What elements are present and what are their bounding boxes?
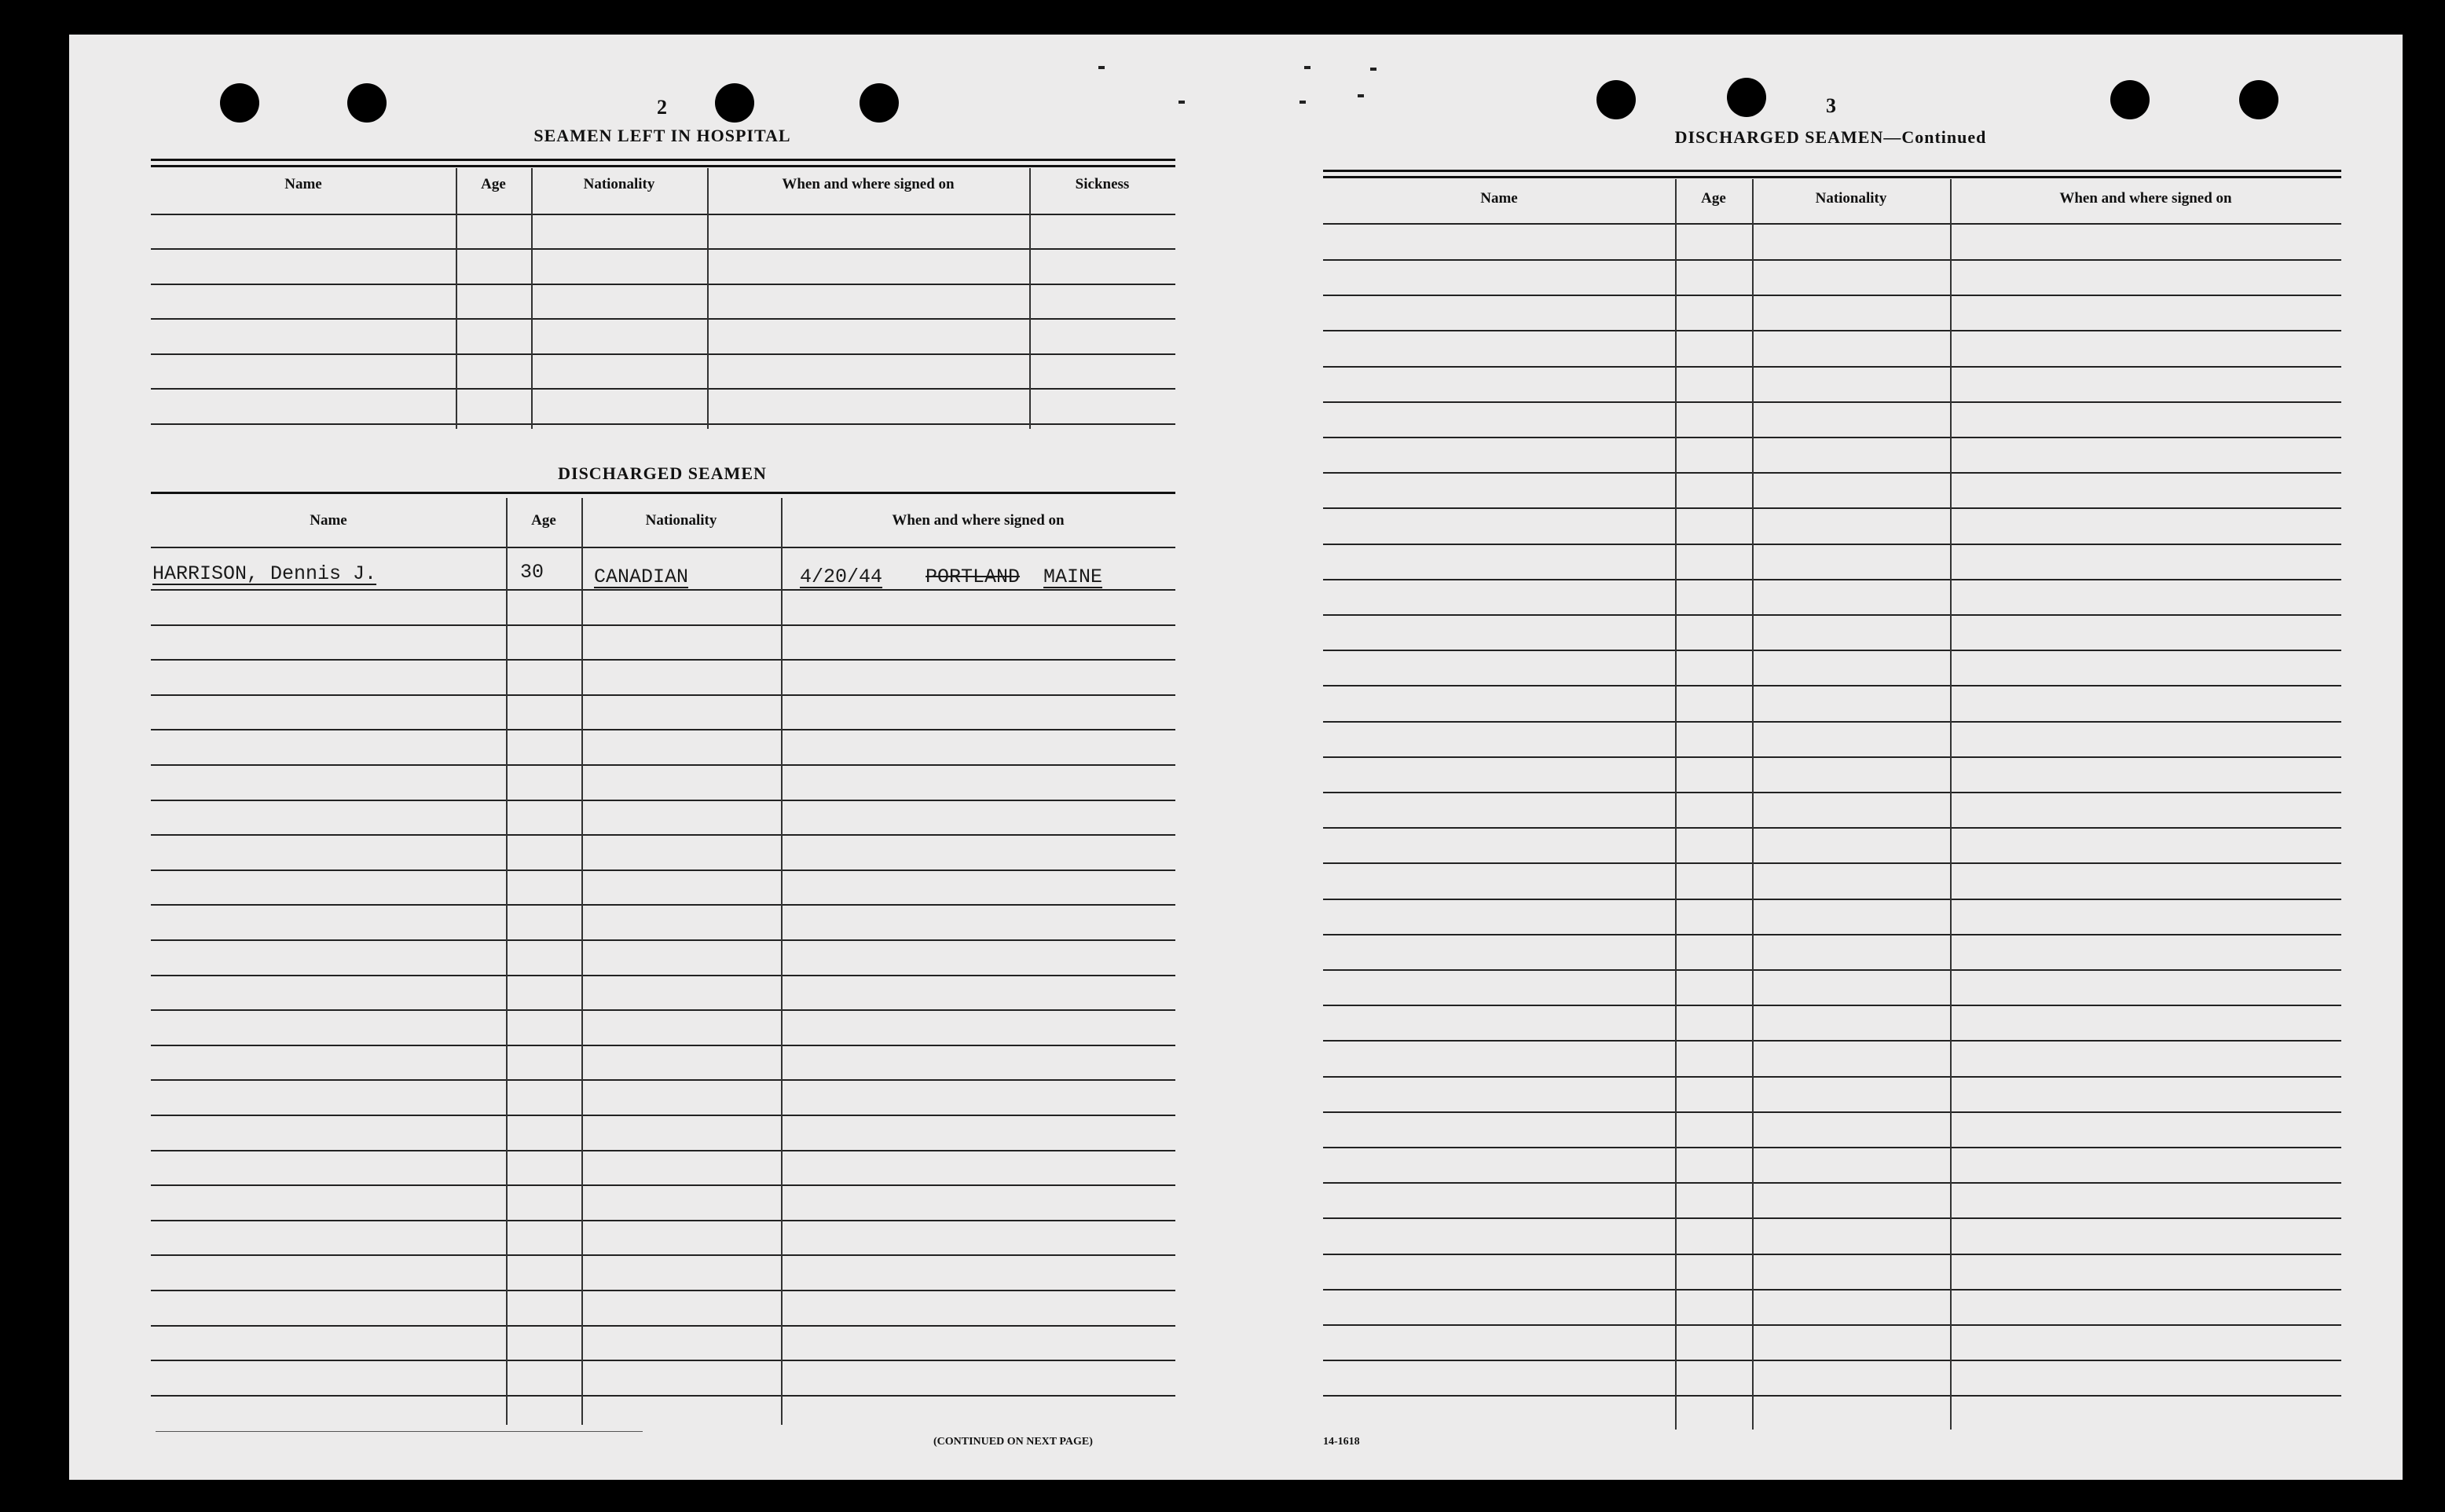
row-rule [151,1254,1175,1256]
row-rule [1323,862,2341,864]
column-header-nationality: Nationality [583,176,655,192]
punch-hole [220,83,259,123]
row-rule [151,764,1175,766]
column-header-sickness: Sickness [1075,176,1130,192]
row-rule [1323,969,2341,971]
row-rule [1323,1111,2341,1113]
punch-hole [347,83,387,123]
row-rule [151,904,1175,906]
row-rule [1323,1147,2341,1148]
row-rule [151,353,1175,355]
column-header-name: Name [1480,190,1518,207]
column-header-nationality: Nationality [1815,190,1887,207]
row-rule [151,834,1175,836]
column-divider [456,168,457,429]
row-rule [1323,579,2341,580]
column-header-age: Age [481,176,506,192]
seaman-signed-on-date: 4/20/44 [800,566,883,588]
row-rule [1323,827,2341,829]
punch-hole [715,83,754,123]
row-rule [1323,1182,2341,1184]
ink-speck [1358,94,1364,97]
column-divider [1029,168,1031,429]
row-rule [151,1290,1175,1291]
row-rule [151,1184,1175,1186]
punch-hole [860,83,899,123]
row-rule [1323,1254,2341,1255]
seaman-nationality: CANADIAN [594,566,689,588]
punch-hole [1596,80,1636,119]
row-rule [1323,685,2341,686]
row-rule [1323,1289,2341,1291]
row-rule [151,869,1175,871]
row-rule [1323,1005,2341,1006]
column-header-nationality: Nationality [645,512,717,529]
continued-note: (CONTINUED ON NEXT PAGE) [933,1436,1093,1448]
row-rule [1323,614,2341,616]
row-rule [1323,259,2341,261]
row-rule [151,388,1175,390]
ink-speck [1299,101,1306,104]
table-top-rule [1323,170,2341,172]
seaman-name: HARRISON, Dennis J. [152,562,377,585]
table-top-rule [151,492,1175,494]
header-rule [151,214,1175,215]
column-header-name: Name [310,512,347,529]
row-rule [151,589,1175,591]
discharged-continued-title: DISCHARGED SEAMEN—Continued [1674,127,1987,147]
row-rule [1323,295,2341,296]
table-top-rule [1323,176,2341,178]
row-rule [1323,401,2341,403]
column-divider [707,168,709,429]
page-number-left: 2 [657,96,667,119]
row-rule [151,659,1175,661]
row-rule [1323,1360,2341,1361]
row-rule [1323,792,2341,793]
row-rule [1323,650,2341,651]
manifest-sheet [69,35,2403,1480]
row-rule [1323,1076,2341,1078]
column-header-when-and-where-signed-on: When and where signed on [782,176,955,192]
hospital-section-title: SEAMEN LEFT IN HOSPITAL [533,126,791,145]
row-rule [151,975,1175,976]
ink-speck [1098,66,1105,69]
column-divider [1675,179,1677,1430]
row-rule [1323,934,2341,935]
table-top-rule [151,165,1175,167]
punch-hole [2239,80,2278,119]
table-top-rule [151,159,1175,161]
row-rule [151,1009,1175,1011]
punch-hole [1727,78,1766,117]
row-rule [1323,472,2341,474]
row-rule [1323,1395,2341,1397]
row-rule [151,729,1175,730]
row-rule [151,284,1175,285]
row-rule [1323,1324,2341,1326]
row-rule [151,1115,1175,1116]
column-divider [531,168,533,429]
row-rule [1323,437,2341,438]
column-divider [1950,179,1952,1430]
ink-speck [1370,68,1376,71]
row-rule [1323,366,2341,368]
row-rule [151,1360,1175,1361]
column-divider [1752,179,1754,1430]
row-rule [1323,330,2341,331]
form-number: 14-1618 [1323,1436,1360,1448]
punch-hole [2110,80,2150,119]
seaman-signed-on-place: PORTLAND [926,566,1021,588]
row-rule [1323,899,2341,900]
header-rule [1323,223,2341,225]
column-header-age: Age [1701,190,1726,207]
column-divider [506,498,508,1425]
row-rule [151,318,1175,320]
row-rule [1323,721,2341,723]
row-rule [1323,756,2341,758]
row-rule [151,248,1175,250]
row-rule [1323,544,2341,545]
header-rule [151,547,1175,548]
row-rule [151,1079,1175,1081]
row-rule [151,1325,1175,1327]
row-rule [151,624,1175,626]
discharged-section-title: DISCHARGED SEAMEN [558,463,767,483]
ink-speck [1304,66,1310,69]
ink-speck [1179,101,1185,104]
column-header-name: Name [284,176,322,192]
row-rule [1323,507,2341,509]
column-divider [581,498,583,1425]
row-rule [151,800,1175,801]
column-header-age: Age [531,512,556,529]
seaman-signed-on-state: MAINE [1043,566,1103,588]
row-rule [151,939,1175,941]
footer-rule [156,1431,643,1432]
row-rule [151,694,1175,696]
row-rule [1323,1217,2341,1219]
row-rule [151,423,1175,425]
row-rule [151,1220,1175,1221]
column-header-when-and-where-signed-on: When and where signed on [892,512,1065,529]
row-rule [151,1045,1175,1046]
row-rule [151,1395,1175,1397]
column-divider [781,498,783,1425]
page-number-right: 3 [1826,94,1836,117]
row-rule [151,1150,1175,1151]
row-rule [1323,1040,2341,1042]
seaman-age: 30 [520,561,544,584]
column-header-when-and-where-signed-on: When and where signed on [2059,190,2232,207]
